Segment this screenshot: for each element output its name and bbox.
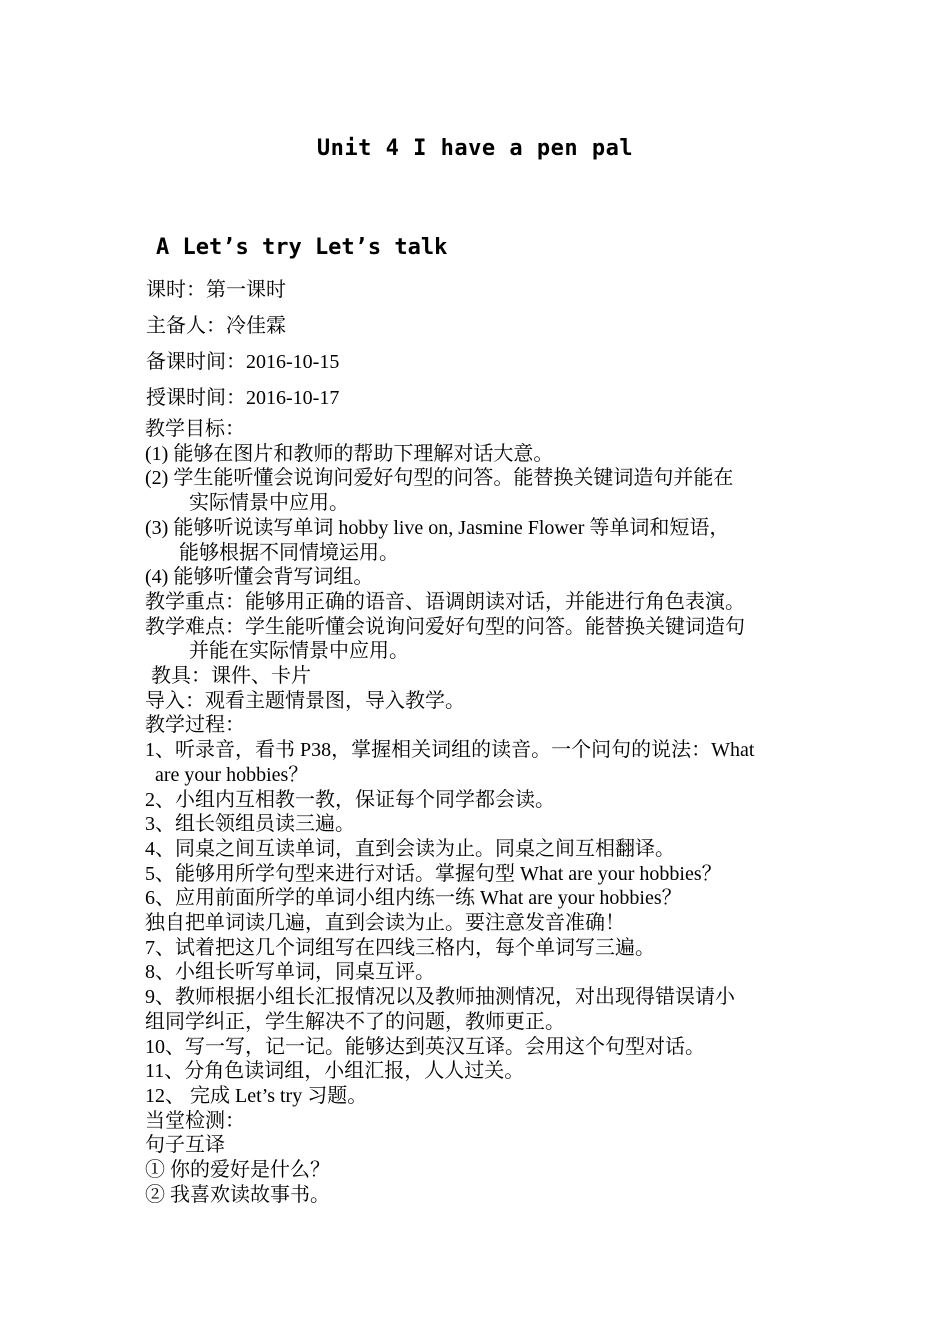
step-3: 3、组长领组员读三遍。 xyxy=(145,813,355,836)
meta-prep-date: 备课时间：2016-10-15 xyxy=(146,351,340,373)
document-title: Unit 4 I have a pen pal xyxy=(316,136,634,161)
difficult-points-cont: 并能在实际情景中应用。 xyxy=(189,640,409,663)
step-6-cont: 独自把单词读几遍，直到会读为止。要注意发音准确！ xyxy=(145,912,625,935)
objective-4: (4) 能够听懂会背写词组。 xyxy=(145,566,374,589)
assessment-heading: 当堂检测： xyxy=(145,1109,245,1132)
meta-teach-date: 授课时间：2016-10-17 xyxy=(146,387,340,409)
process-heading: 教学过程： xyxy=(145,714,245,737)
step-1-cont: are your hobbies？ xyxy=(155,763,309,786)
difficult-points: 教学难点：学生能听懂会说询问爱好句型的问答。能替换关键词造句 xyxy=(145,615,745,638)
step-7: 7、试着把这几个词组写在四线三格内，每个单词写三遍。 xyxy=(145,936,655,959)
introduction: 导入：观看主题情景图，导入教学。 xyxy=(145,689,465,712)
step-8: 8、小组长听写单词，同桌互评。 xyxy=(145,961,435,984)
teaching-aids: 教具：课件、卡片 xyxy=(151,665,311,688)
key-points: 教学重点：能够用正确的语音、语调朗读对话，并能进行角色表演。 xyxy=(145,590,745,613)
objective-3: (3) 能够听说读写单词 hobby live on, Jasmine Flower 等单词和短语， xyxy=(145,516,730,539)
step-12: 12、 完成 Let’s try 习题。 xyxy=(145,1084,368,1107)
step-2: 2、小组内互相教一教，保证每个同学都会读。 xyxy=(145,788,555,811)
step-9: 9、教师根据小组长汇报情况以及教师抽测情况，对出现得错误请小 xyxy=(145,986,735,1009)
step-9-cont: 组同学纠正，学生解决不了的问题，教师更正。 xyxy=(145,1010,565,1033)
step-11: 11、分角色读词组，小组汇报，人人过关。 xyxy=(145,1060,525,1083)
translation-heading: 句子互译 xyxy=(145,1134,225,1157)
objective-3-cont: 能够根据不同情境运用。 xyxy=(179,541,399,564)
translation-item-2: ② 我喜欢读故事书。 xyxy=(145,1183,330,1206)
step-10: 10、写一写，记一记。能够达到英汉互译。会用这个句型对话。 xyxy=(145,1035,705,1058)
meta-lesson: 课时：第一课时 xyxy=(146,279,286,301)
objective-2: (2) 学生能听懂会说询问爱好句型的问答。能替换关键词造句并能在 xyxy=(145,467,734,490)
step-6: 6、应用前面所学的单词小组内练一练 What are your hobbies？ xyxy=(145,887,682,910)
objective-1: (1) 能够在图片和教师的帮助下理解对话大意。 xyxy=(145,442,554,465)
objectives-heading: 教学目标： xyxy=(145,418,245,440)
objective-2-cont: 实际情景中应用。 xyxy=(189,492,349,515)
document-body xyxy=(145,417,813,1208)
section-heading: A Let’s try Let’s talk xyxy=(156,235,448,260)
step-4: 4、同桌之间互读单词，直到会读为止。同桌之间互相翻译。 xyxy=(145,837,675,860)
step-5: 5、能够用所学句型来进行对话。掌握句型 What are your hobbies？ xyxy=(145,862,722,885)
translation-item-1: ① 你的爱好是什么？ xyxy=(145,1159,330,1182)
step-1: 1、听录音，看书 P38，掌握相关词组的读音。一个问句的说法：What xyxy=(145,739,755,762)
meta-preparer: 主备人：冷佳霖 xyxy=(146,315,286,337)
